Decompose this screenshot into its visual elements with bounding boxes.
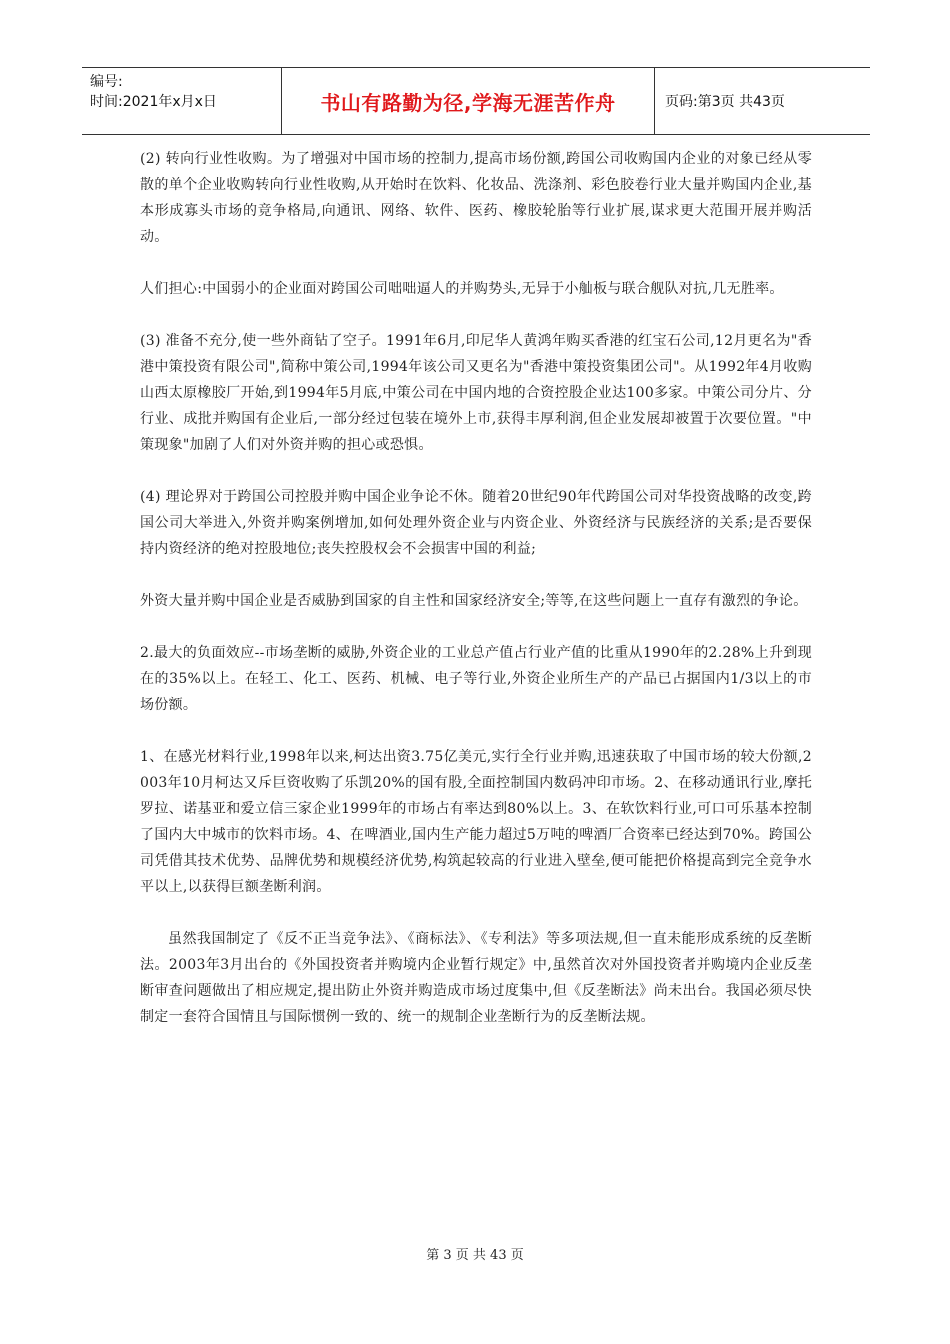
paragraph-industry-examples: 1、在感光材料行业,1998年以来,柯达出资3.75亿美元,实行全行业并购,迅速获取了中国市场的较大份额,2003年10月柯达又斥巨资收购了乐凯20%的国有股,全面控制国内数码冲印市场。2、在移动通讯行业,摩托罗拉、诺基亚和爱立信三家企业1999年的市场占有率达到80%以上。3、在软饮料行业,可口可乐基本控制了国内大中城市的饮料市场。4、在啤酒业,国内生产能力超过5万吨的啤酒厂合资率已经达到70%。跨国公司凭借其技术优势、品牌优势和规模经济优势,构筑起较高的行业进入壁垒,便可能把价格提高到完全竞争水平以上,以获得巨额垄断利润。 <box>140 749 812 895</box>
page-header <box>82 67 870 135</box>
paragraph-public-concern: 人们担心:中国弱小的企业面对跨国公司咄咄逼人的并购势头,无异于小舢板与联合舰队对抗,几无胜率。 <box>140 281 784 297</box>
paragraph-theory-debate: (4) 理论界对于跨国公司控股并购中国企业争论不休。随着20世纪90年代跨国公司对华投资战略的改变,跨国公司大举进入,外资并购案例增加,如何处理外资企业与内资企业、外资经济与民族经济的关系;是否要保持内资经济的绝对控股地位;丧失控股权会不会损害中国的利益; <box>140 489 812 557</box>
paragraph-zhongce-case: (3) 准备不充分,使一些外商钻了空子。1991年6月,印尼华人黄鸿年购买香港的红宝石公司,12月更名为"香港中策投资有限公司",简称中策公司,1994年该公司又更名为"香港中策投资集团公司"。从1992年4月收购山西太原橡胶厂开始,到1994年5月底,中策公司在中国内地的合资控股企业达100多家。中策公司分片、分行业、成批并购国有企业后,一部分经过包装在境外上市,获得丰厚利润,但企业发展却被置于次要位置。"中策现象"加剧了人们对外资并购的担心或恐惧。 <box>140 333 812 453</box>
document-number-label: 编号: <box>90 74 123 90</box>
paragraph-economic-security: 外资大量并购中国企业是否威胁到国家的自主性和国家经济安全;等等,在这些问题上一直存有激烈的争论。 <box>140 593 808 609</box>
page-footer: 第 3 页 共 43 页 <box>426 1248 524 1263</box>
header-meta <box>82 68 282 134</box>
header-page-info: 页码:第3页 共43页 <box>665 94 785 110</box>
header-motto: 书山有路勤为径,学海无涯苦作舟 <box>282 68 655 134</box>
paragraph-industry-acquisition: (2) 转向行业性收购。为了增强对中国市场的控制力,提高市场份额,跨国公司收购国内企业的对象已经从零散的单个企业收购转向行业性收购,从开始时在饮料、化妆品、洗涤剂、彩色胶卷行业大量并购国内企业,基本形成寡头市场的竞争格局,向通讯、网络、软件、医药、橡胶轮胎等行业扩展,谋求更大范围开展并购活动。 <box>140 151 812 245</box>
document-time-label: 时间:2021年x月x日 <box>90 94 217 110</box>
paragraph-antitrust-law: 虽然我国制定了《反不正当竞争法》、《商标法》、《专利法》等多项法规,但一直未能形成系统的反垄断法。2003年3月出台的《外国投资者并购境内企业暂行规定》中,虽然首次对外国投资者并购境内企业反垄断审查问题做出了相应规定,提出防止外资并购造成市场过度集中,但《反垄断法》尚未出台。我国必须尽快制定一套符合国情且与国际惯例一致的、统一的规制企业垄断行为的反垄断法规。 <box>140 931 812 1025</box>
document-body <box>140 146 812 1056</box>
paragraph-market-monopoly: 2.最大的负面效应--市场垄断的威胁,外资企业的工业总产值占行业产值的比重从1990年的2.28%上升到现在的35%以上。在轻工、化工、医药、机械、电子等行业,外资企业所生产的产品已占据国内1/3以上的市场份额。 <box>140 645 812 713</box>
